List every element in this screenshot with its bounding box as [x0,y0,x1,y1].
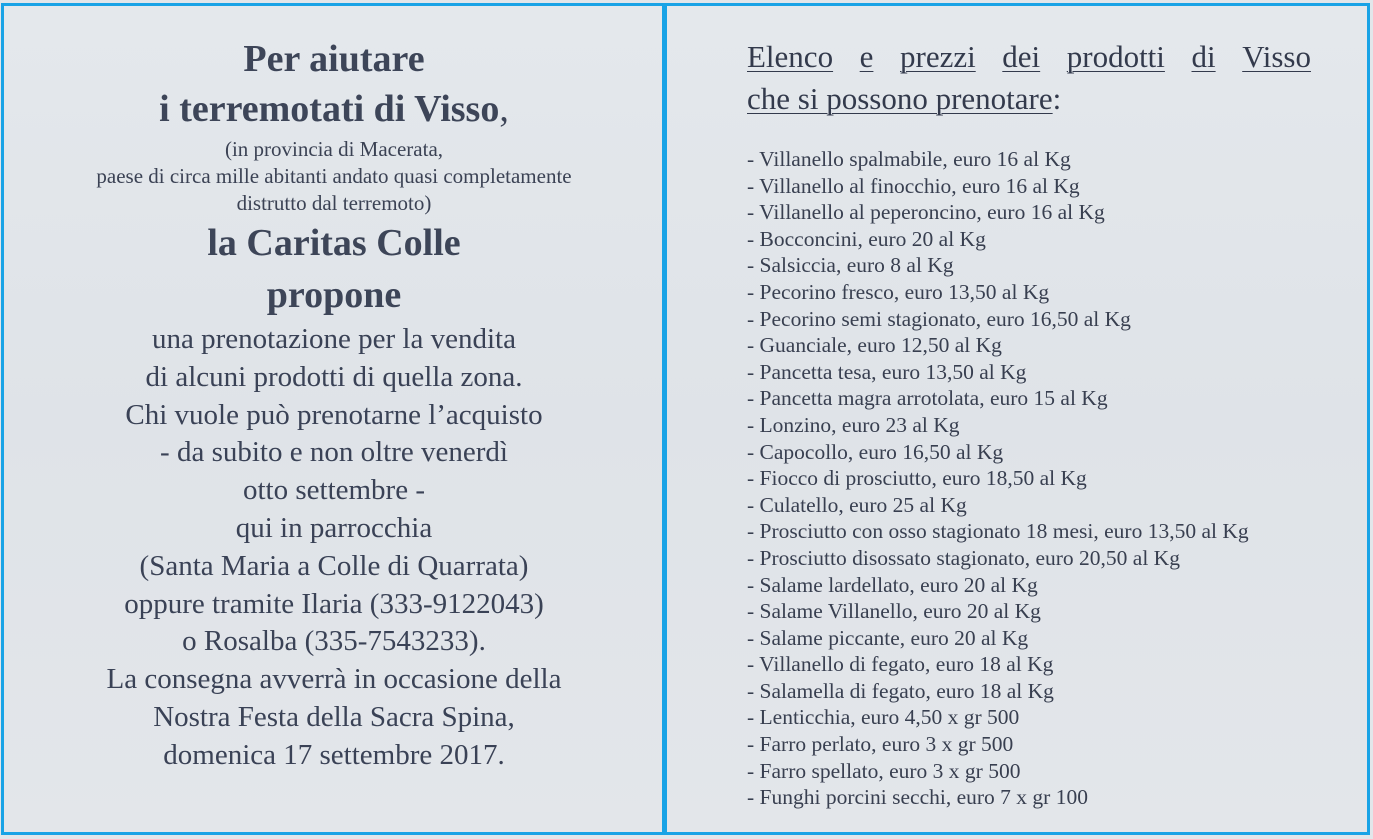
price-list-item: - Prosciutto con osso stagionato 18 mesi, euro 13,50 al Kg [747,519,1249,544]
price-list-item: - Villanello al peperoncino, euro 16 al Kg [747,200,1105,225]
flyer-note-line-2: paese di circa mille abitanti andato quasi completamente [96,164,572,188]
price-list-item: - Salsiccia, euro 8 al Kg [747,253,954,278]
price-list-item: - Lenticchia, euro 4,50 x gr 500 [747,705,1020,730]
price-list-item: - Farro perlato, euro 3 x gr 500 [747,732,1014,757]
flyer-body-line: La consegna avverrà in occasione della [106,663,562,696]
flyer-note-line-1: (in provincia di Macerata, [224,137,444,161]
price-list-item: - Pancetta magra arrotolata, euro 15 al Kg [747,386,1108,411]
price-list [747,146,1249,811]
flyer-body-line: Chi vuole può prenotarne l’acquisto [125,398,543,431]
price-list-item: - Guanciale, euro 12,50 al Kg [747,333,1002,358]
price-list-item: - Pancetta tesa, euro 13,50 al Kg [747,359,1027,384]
price-list-item: - Culatello, euro 25 al Kg [747,492,967,517]
price-list-item: - Villanello di fegato, euro 18 al Kg [747,652,1054,677]
flyer-body [4,321,664,775]
price-list-title-word: dei [1002,39,1041,74]
flyer-title-line-1: Per aiutare [243,38,425,80]
price-list-title-word: di [1191,39,1216,74]
flyer-body-line: otto settembre - [242,474,425,507]
flyer-body-line: qui in parrocchia [235,511,433,544]
price-list-title-word: e [859,39,874,74]
flyer-note-line-3: distrutto dal terremoto) [236,191,432,215]
right-price-list-panel [663,3,1370,835]
price-list-title-colon: : [1052,81,1062,116]
price-list-item: - Lonzino, euro 23 al Kg [747,412,960,437]
flyer-body-line: di alcuni prodotti di quella zona. [145,360,523,393]
left-flyer-panel [1,3,664,835]
flyer-body-line: una prenotazione per la vendita [152,323,516,355]
price-list-item: - Salame lardellato, euro 20 al Kg [747,572,1038,597]
flyer-org-line-1: la Caritas Colle [207,222,461,264]
flyer-title-comma: , [499,88,509,130]
price-list-item: - Salame piccante, euro 20 al Kg [747,625,1029,650]
price-list-item: - Prosciutto disossato stagionato, euro 20,50 al Kg [747,545,1180,570]
price-list-item: - Salame Villanello, euro 20 al Kg [747,599,1041,624]
price-list-item: - Villanello al finocchio, euro 16 al Kg [747,173,1080,198]
price-list-item: - Pecorino fresco, euro 13,50 al Kg [747,279,1050,304]
flyer-body-line: (Santa Maria a Colle di Quarrata) [139,549,529,582]
price-list-title-line-1 [747,36,1311,78]
price-list-title-line-2 [747,78,1311,120]
price-list-title-word: Elenco [747,39,834,74]
price-list-title-line-2-text: che si possono prenotare [747,81,1053,116]
price-list-item: - Farro spellato, euro 3 x gr 500 [747,758,1021,783]
price-list-item: - Funghi porcini secchi, euro 7 x gr 100 [747,785,1088,810]
flyer-org-line-2: propone [266,274,402,316]
price-list-item: - Fiocco di prosciutto, euro 18,50 al Kg [747,466,1087,491]
flyer-title-line-2 [4,84,664,134]
price-list-item: - Villanello spalmabile, euro 16 al Kg [747,147,1071,171]
flyer-content [4,34,664,775]
flyer-body-line: o Rosalba (335-7543233). [182,625,486,658]
price-list-item: - Pecorino semi stagionato, euro 16,50 al Kg [747,306,1131,331]
price-list-item: - Salamella di fegato, euro 18 al Kg [747,678,1054,703]
price-list-title-word: prezzi [900,39,976,74]
flyer-body-line: Nostra Festa della Sacra Spina, [153,700,515,733]
flyer-body-line: - da subito e non oltre venerdì [160,436,508,469]
flyer-title-line-2-text: i terremotati di Visso [159,88,500,130]
price-list-item: - Bocconcini, euro 20 al Kg [747,226,986,251]
price-list-title-word: prodotti [1066,39,1165,74]
price-list-title [747,36,1311,120]
flyer-body-line: oppure tramite Ilaria (333-9122043) [124,587,544,620]
price-list-item: - Capocollo, euro 16,50 al Kg [747,439,1004,464]
flyer-body-line: domenica 17 settembre 2017. [163,738,505,771]
price-list-title-word: Visso [1242,39,1311,74]
